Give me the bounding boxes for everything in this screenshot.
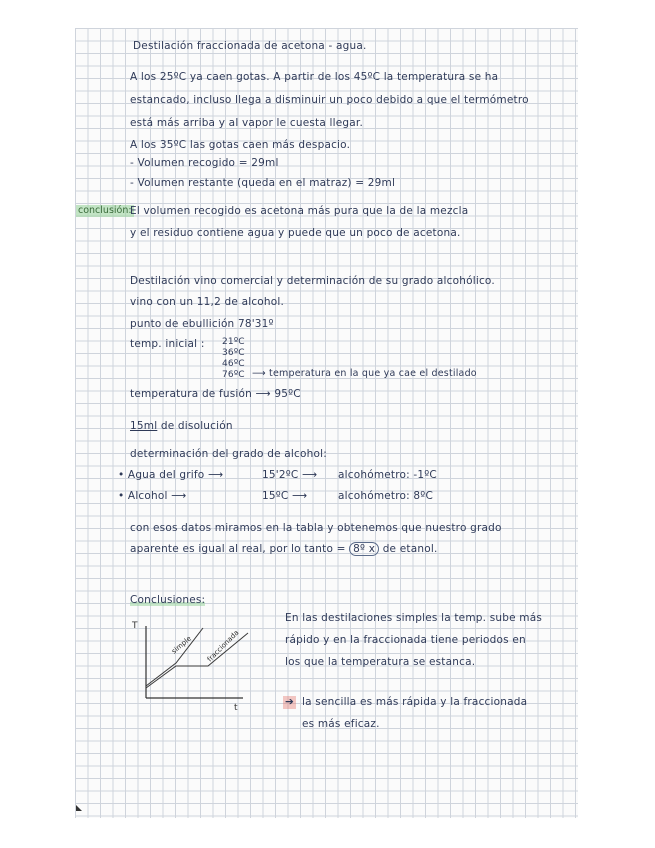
x-axis-label: t: [234, 703, 238, 713]
section1-line: - Volumen recogido = 29ml: [130, 157, 279, 169]
temp-note: ⟶ temperatura en la que ya cae el destilado: [252, 368, 477, 379]
result-line: [130, 543, 438, 556]
temp-value: 46ºC: [222, 359, 245, 369]
fraccionada-label: fraccionada: [205, 628, 241, 664]
temperature-graph: [128, 618, 258, 713]
row-temp: 15'2ºC ⟶: [262, 469, 318, 481]
final-line: la sencilla es más rápida y la fraccionada: [302, 696, 528, 708]
section2-line: temp. inicial :: [130, 338, 205, 350]
section1-line: estancado, incluso llega a disminuir un poco debido a que el termómetro: [130, 94, 529, 106]
conclusion-line: y el residuo contiene agua y puede que un poco de acetona.: [130, 227, 461, 239]
simple-label: simple: [170, 634, 193, 656]
volume-value: 15ml: [130, 420, 158, 432]
conclusion-tag: conclusión:: [78, 205, 132, 216]
temp-value: 36ºC: [222, 348, 245, 358]
row-label: • Agua del grifo ⟶: [118, 469, 224, 481]
section2-line: vino con un 11,2 de alcohol.: [130, 296, 285, 308]
simple-curve: [146, 628, 203, 686]
conclusion-text: los que la temperatura se estanca.: [285, 656, 476, 668]
row-reading: alcohómetro: -1ºC: [338, 469, 437, 481]
temp-value: 76ºC: [222, 370, 245, 380]
section1-line: - Volumen restante (queda en el matraz) = 29ml: [130, 177, 396, 189]
conclusion-text: rápido y en la fraccionada tiene periodos en: [285, 634, 526, 646]
conclusions-title: [130, 594, 205, 607]
section1-title: Destilación fraccionada de acetona - agua.: [133, 40, 367, 52]
section1-line: está más arriba y al vapor le cuesta llegar.: [130, 117, 364, 129]
volume-suffix: de disolución: [157, 420, 233, 432]
conclusion-line: El volumen recogido es acetona más pura que la de la mezcla: [130, 205, 469, 217]
result-line: con esos datos miramos en la tabla y obtenemos que nuestro grado: [130, 522, 502, 534]
conclusion-text: En las destilaciones simples la temp. sube más: [285, 612, 543, 624]
temp-value: 21ºC: [222, 337, 245, 347]
section2-title: Destilación vino comercial y determinación de su grado alcohólico.: [130, 275, 495, 287]
section1-line: A los 25ºC ya caen gotas. A partir de los 45ºC la temperatura se ha: [130, 71, 499, 83]
y-axis-label: T: [132, 621, 138, 631]
row-label: • Alcohol ⟶: [118, 490, 187, 502]
section2-line: punto de ebullición 78'31º: [130, 318, 274, 330]
graph-svg: [128, 618, 258, 713]
result-value: 8º x: [349, 542, 379, 556]
arrow-icon: ➔: [285, 696, 294, 708]
result-suffix: de etanol.: [379, 543, 438, 555]
row-temp: 15ºC ⟶: [262, 490, 308, 502]
corner-mark-icon: [76, 805, 82, 811]
result-text: aparente es igual al real, por lo tanto =: [130, 543, 346, 555]
conclusions-title-text: Conclusiones:: [130, 594, 206, 606]
section1-line: A los 35ºC las gotas caen más despacio.: [130, 139, 351, 151]
row-reading: alcohómetro: 8ºC: [338, 490, 433, 502]
final-line: es más eficaz.: [302, 718, 380, 730]
determination-title: determinación del grado de alcohol:: [130, 448, 327, 460]
volume-line: [130, 420, 233, 433]
fusion-line: temperatura de fusión ⟶ 95ºC: [130, 388, 301, 400]
